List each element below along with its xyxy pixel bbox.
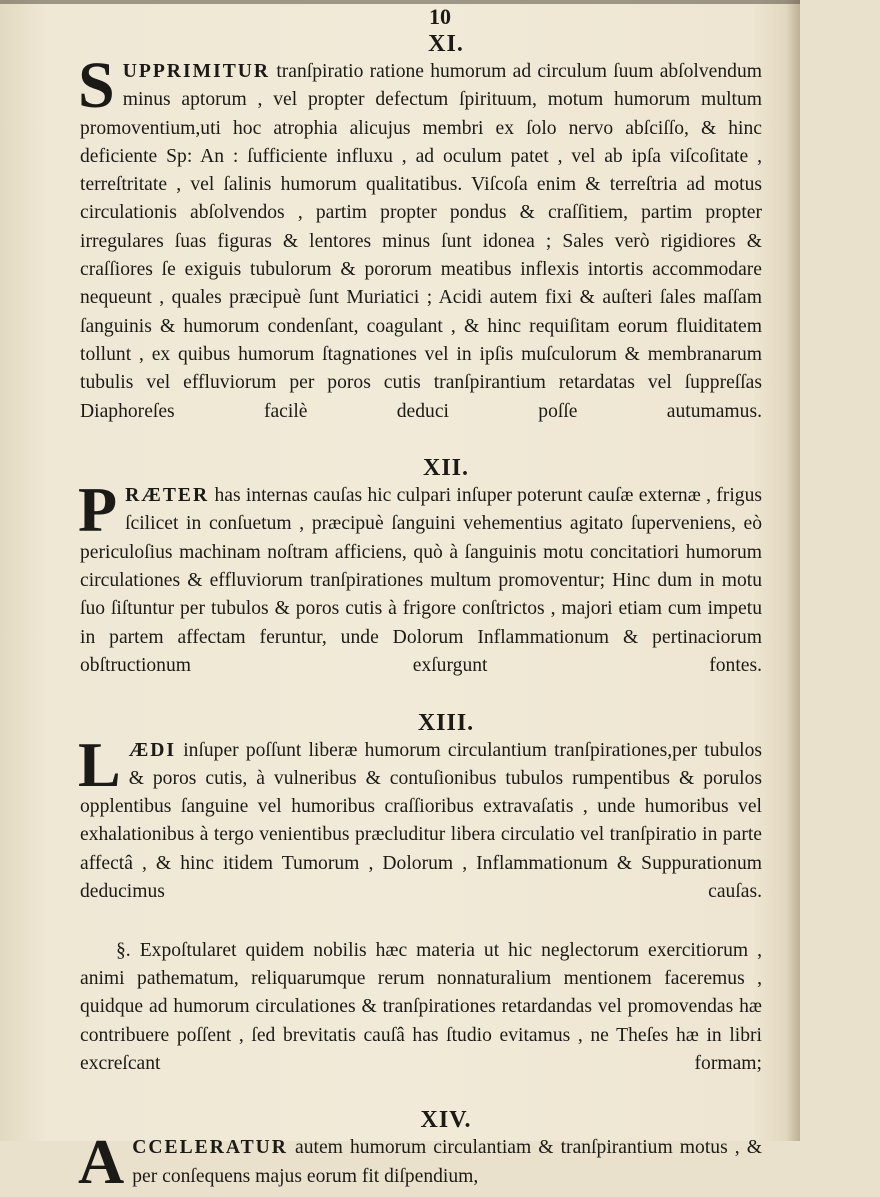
section-xiii-paragraph	[78, 728, 762, 935]
drop-cap-a: A	[78, 1126, 125, 1197]
drop-cap-s: S	[78, 49, 115, 122]
page-content	[78, 30, 762, 1197]
section-xiii-lead-word: ÆDI	[128, 739, 177, 761]
section-heading-xii: XII.	[422, 455, 469, 482]
section-note-paragraph: §. Expoſtularet quidem nobilis hæc materia ut hic neglectorum exercitiorum , animi pathematum, reliquarumque rerum nonnaturalium mentionem faceremus , quidque ad humorum circulationes & tranſpirationes retardandas vel promovendas hæ contribuere poſſent , ſed brevitatis cauſâ has ſtudio evitamus , ne Theſes hæ in libri excreſcant formam;	[80, 939, 762, 1074]
section-xiv-text: autem humorum circulantiam & tranſpirantium motus , & per conſequens majus eorum fit diſpendium,	[132, 1137, 762, 1187]
section-heading-xiii: XIII.	[417, 709, 475, 736]
section-xiii-text: inſuper poſſunt liberæ humorum circulantium tranſpirationes,per tubulos & poros cutis, à vulneribus & contuſionibus tubulos rumpentibus & porulos opplentibus ſanguine vel humoribus craſſioribus extravaſatis , unde humoribus vel exhalationibus à tergo venientibus præcluditur libera circulatio vel tranſpiratio in parte affectâ , & hinc itidem Tumorum , Dolorum , Inflammationum & Suppurationum deducimus cauſas.	[80, 739, 762, 903]
section-xii-lead-word: RÆTER	[125, 485, 210, 507]
section-xi-paragraph	[78, 49, 762, 454]
section-heading-xiv: XIV.	[420, 1107, 472, 1134]
section-heading-xi: XI.	[428, 31, 464, 57]
page-number: 10	[429, 4, 451, 29]
section-xiv-lead-word: CCELERATUR	[132, 1137, 288, 1159]
section-xi-text: tranſpiratio ratione humorum ad circulum ſuum abſolvendum minus aptorum , vel propter defectum ſpirituum, motum humorum multum promoventium,uti hoc atrophia alicujus membri ex ſolo nervo abſciſſo, & hinc deficiente Sp: An : ſufficiente influxu , ad oculum patet , vel ab ipſa viſcoſitate , terreſtritate , vel ſalinis humorum qualitatibus. Viſcoſa enim & terreſtria ad motus circulationis abſolvendos , partim propter pondus & craſſitiem, partim propter irregulares ſuas figuras & lentores minus ſunt idonea ; Sales verò rigidiores & craſſiores ſe exiguis tubulorum & pororum meatibus inflexis intortis accommodare nequeunt , quales præcipuè ſunt Muriatici ; Acidi autem fixi & auſteri ſales maſſam ſanguinis & humorum condenſant, coagulant , & hinc requiſitam eorum fluiditatem tollunt , ex quibus humorum ſtagnationes vel in ipſis muſculorum & membranarum tubulis vel effluviorum per poros cutis tranſpirantium retardatas vel ſuppreſſas Diaphoreſes facilè deduci poſſe autumamus.	[80, 61, 762, 422]
drop-cap-p: P	[78, 474, 118, 546]
section-xii-paragraph	[78, 474, 762, 708]
section-xiv-paragraph	[78, 1126, 762, 1197]
page-edge-shadow	[786, 0, 800, 1141]
drop-cap-l: L	[78, 728, 121, 800]
section-xii-text: has internas cauſas hic culpari inſuper poterunt cauſæ externæ , frigus ſcilicet in conſuetum , præcipuè ſanguini vehementius agitato ſuperveniens, eò periculoſius machinam noſtram afficiens, quò à ſanguinis motu concitatiori humorum circulationes & effluviorum tranſpirationes multum promoventur; Hinc dum in motu ſuo ſiſtuntur per tubulos & poros cutis à frigore conſtrictos , majori etiam cum impetu in partem affectam feruntur, unde Dolorum Inflammationum & pertinaciorum obſtructionum exſurgunt fontes.	[80, 485, 762, 676]
section-xi-lead-word: UPPRIMITUR	[122, 61, 271, 82]
